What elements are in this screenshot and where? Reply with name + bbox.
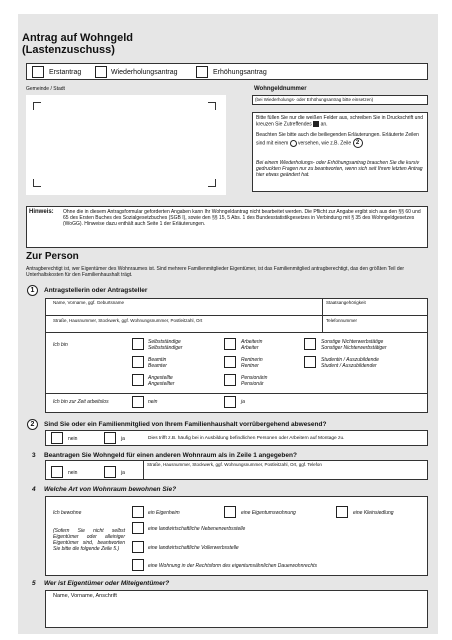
checkbox-other-non-employed[interactable] (304, 338, 316, 350)
label-first-application: Erstantrag (49, 69, 82, 76)
municipality-field[interactable] (26, 95, 226, 195)
label-pensioner: Rentnerin Rentner (241, 357, 263, 369)
checkbox-other-dwelling-no[interactable] (51, 466, 63, 478)
checkbox-farm-full[interactable] (132, 541, 144, 553)
checkbox-pensioner[interactable] (224, 356, 236, 368)
label-farm-side: eine landwirtschaftliche Nebenerwerbsstelle (148, 526, 246, 532)
checkbox-unemployed-no[interactable] (132, 396, 144, 408)
checkbox-civil-servant[interactable] (132, 356, 144, 368)
checkbox-employee[interactable] (132, 374, 144, 386)
label-own-home: ein Eigenheim (148, 510, 180, 516)
checkbox-small-settlement[interactable] (336, 506, 348, 518)
q1-name-label[interactable]: Name, Vorname, ggf. Geburtsname (53, 300, 125, 305)
label-retired-civil-servant: Pensionärin Pensionär (241, 375, 268, 387)
label-student: Studentin / Auszubildende Student / Auszubildender (321, 357, 379, 369)
label-farm-full: eine landwirtschaftliche Vollerwerbsstelle (148, 545, 239, 551)
q1-i-am-label: Ich bin (53, 342, 68, 348)
label-other-dwelling-yes: ja (121, 470, 125, 476)
checkbox-other-dwelling-yes[interactable] (104, 466, 116, 478)
crossed-checkbox-icon (313, 121, 319, 127)
q1-unemployed-label: Ich bin zur Zeit arbeitslos (53, 399, 109, 405)
q5-title: Wer ist Eigentümer oder Miteigentümer? (44, 580, 170, 587)
q4-title: Welche Art von Wohnraum bewohnen Sie? (44, 486, 177, 493)
note-label: Hinweis: (29, 209, 54, 215)
q1-title: Antragstellerin oder Antragsteller (44, 287, 148, 294)
checkbox-own-home[interactable] (132, 506, 144, 518)
checkbox-student[interactable] (304, 356, 316, 368)
label-absent-yes: ja (121, 436, 125, 442)
q2-title: Sind Sie oder ein Familienmitglied von Ihrem Familienhaushalt vorrübergehend abwesend? (44, 421, 327, 428)
label-employee: Angestellte Angestellter (148, 375, 175, 387)
person-section-intro: Antragberechtigt ist, wer Eigentümer des Wohnraumes ist. Sind mehrere Familienmitglieder Eigentümer, ist das Familienmitglied antragberechtigt, das den größten Teil der Unterhaltskosten für den Familienhaushalt trägt. (26, 266, 405, 278)
label-small-settlement: eine Kleinsiedlung (353, 510, 394, 516)
housing-number-label: Wohngeldnummer (254, 86, 307, 92)
circle-marker-icon (290, 140, 297, 147)
label-other-non-employed: Sonstige Nichterwerbstätige Sonstiger Nichterwerbstätiger (321, 339, 387, 351)
q5-number: 5 (32, 580, 36, 587)
label-civil-servant: Beamtin Beamter (148, 357, 167, 369)
checkbox-absent-no[interactable] (51, 432, 63, 444)
label-unemployed-no: nein (148, 399, 158, 405)
q1-address-label[interactable]: Straße, Hausnummer, Stockwerk, ggf. Wohnungsnummer, Postleitzahl, Ort (53, 318, 203, 323)
checkbox-condominium[interactable] (224, 506, 236, 518)
checkbox-absent-yes[interactable] (104, 432, 116, 444)
form-title: Antrag auf Wohngeld (22, 32, 134, 44)
q1-number-icon: 1 (27, 285, 38, 296)
municipality-label: Gemeinde / Stadt (26, 86, 65, 92)
q2-number-icon: 2 (27, 419, 38, 430)
q4-side-note: (Sofern Sie nicht selbst Eigentümer oder alleiniger Eigentümer sind, beantworten Sie bitte die folgende Zeile 5.) (53, 528, 125, 552)
checkbox-farm-side[interactable] (132, 522, 144, 534)
q1-nationality-label[interactable]: Staatsangehörigkeit (326, 300, 366, 305)
form-subtitle: (Lastenzuschuss) (22, 44, 115, 56)
q3-title: Beantragen Sie Wohngeld für einen anderen Wohnraum als in Zeile 1 angegeben? (44, 452, 297, 459)
checkbox-worker[interactable] (224, 338, 236, 350)
checkbox-repeat-application[interactable] (95, 66, 107, 78)
label-repeat-application: Wiederholungsantrag (111, 69, 178, 76)
label-increase-application: Erhöhungsantrag (213, 69, 267, 76)
checkbox-similar-right[interactable] (132, 559, 144, 571)
checkbox-self-employed[interactable] (132, 338, 144, 350)
person-section-title: Zur Person (26, 251, 79, 262)
label-other-dwelling-no: nein (68, 470, 78, 476)
checkbox-retired-civil-servant[interactable] (224, 374, 236, 386)
instructions-text-3: Bei einem Wiederholungs- oder Erhöhungsantrag brauchen Sie die kursiv gedruckten Fragen nur zu beantworten, wenn sich seit Ihrem letzten Antrag hier etwas geändert hat. (256, 160, 423, 178)
label-unemployed-yes: ja (241, 399, 245, 405)
q4-live-in-label: Ich bewohne (53, 510, 82, 516)
checkbox-increase-application[interactable] (196, 66, 208, 78)
instructions-text-1: Bitte füllen Sie nur die weißen Felder aus, schreiben Sie in Druckschrift und kreuzen Sie Zutreffendes an. (256, 115, 424, 128)
example-line-number-icon: 2 (353, 138, 363, 148)
checkbox-first-application[interactable] (32, 66, 44, 78)
note-text: Ohne die in diesem Antragsformular geforderten Angaben kann Ihr Wohngeldantrag nicht bearbeitet werden. Die Pflicht zur Angabe ergibt sich aus den §§ 60 und 65 des Ersten Buches des Sozialgesetzbuches (SGB I), sowie den §§ 15, 5 Abs. 1 des Bundesstatistikgesetzes in Verbindung mit § 35 des Wohngeldgesetzes (WoGG). Hinweise dazu enthält auch Seite 1 der Erläuterungen. (63, 209, 421, 227)
label-self-employed: Selbstständige Selbstständiger (148, 339, 183, 351)
instructions-text-2: Beachten Sie bitte auch die beiliegenden Erläuterungen. Erläuterte Zeilen sind mit einem versehen, wie z.B. Zeile 2 (256, 132, 419, 147)
label-worker: Arbeiterin Arbeiter (241, 339, 263, 351)
label-similar-right: eine Wohnung in der Rechtsform des eigentumsähnlichen Dauerwohnrechts (148, 563, 317, 569)
q5-label: Name, Vorname, Anschrift (53, 593, 117, 599)
label-condominium: eine Eigentumswohnung (241, 510, 296, 516)
label-absent-no: nein (68, 436, 78, 442)
q2-hint: Dies trifft z.B. häufig bei in Ausbildung befindlichen Personen oder Arbeitern auf Montage zu. (148, 436, 345, 441)
housing-number-hint: (bei Wiederholungs- oder Erhöhungsantrag bitte einsetzen) (255, 97, 374, 102)
q3-number: 3 (32, 452, 36, 459)
q3-address-label[interactable]: Straße, Hausnummer, Stockwerk, ggf. Wohnungsnummer, Postleitzahl, Ort, ggf. Telefon (147, 462, 322, 467)
checkbox-unemployed-yes[interactable] (224, 396, 236, 408)
q4-number: 4 (32, 486, 36, 493)
q1-phone-label[interactable]: Telefonnummer (326, 318, 358, 323)
